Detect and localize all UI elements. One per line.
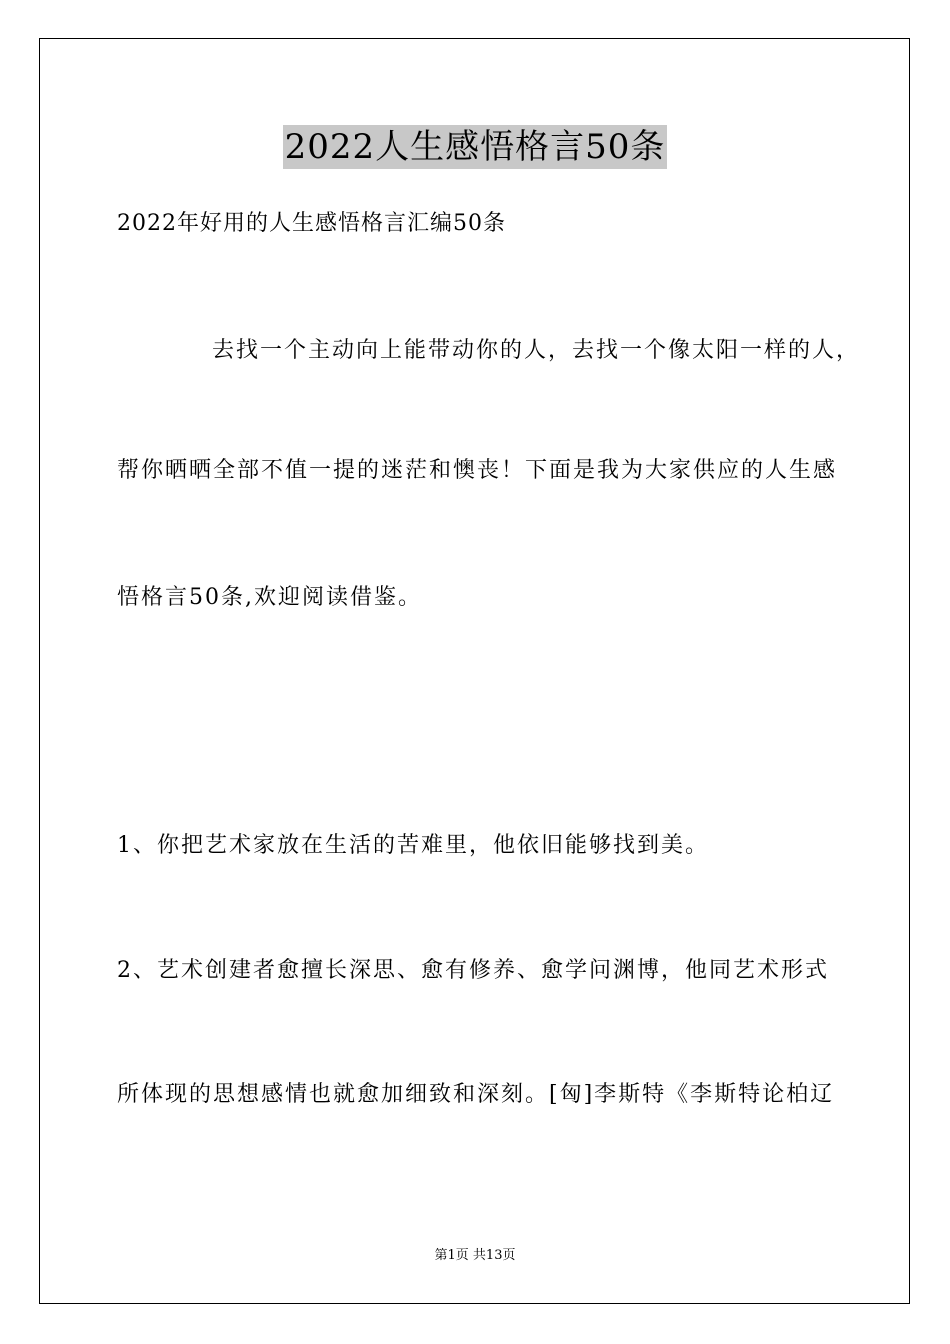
- document-subtitle: 2022年好用的人生感悟格言汇编50条: [117, 211, 506, 236]
- list-item: 1、你把艺术家放在生活的苦难里，他依旧能够找到美。: [117, 833, 709, 858]
- list-item: 2、艺术创建者愈擅长深思、愈有修养、愈学问渊博，他同艺术形式: [117, 958, 829, 983]
- list-item: 所体现的思想感情也就愈加细致和深刻。[匈]李斯特《李斯特论柏辽: [117, 1082, 835, 1107]
- document-title: 2022人生感悟格言50条: [284, 127, 666, 167]
- intro-line: 帮你晒晒全部不值一提的迷茫和懊丧！下面是我为大家供应的人生感: [117, 458, 838, 483]
- intro-line: 悟格言50条,欢迎阅读借鉴。: [117, 585, 422, 610]
- intro-line: 去找一个主动向上能带动你的人，去找一个像太阳一样的人，: [212, 338, 861, 363]
- title-container: [0, 125, 950, 169]
- page-footer: 第1页 共13页: [434, 1248, 516, 1263]
